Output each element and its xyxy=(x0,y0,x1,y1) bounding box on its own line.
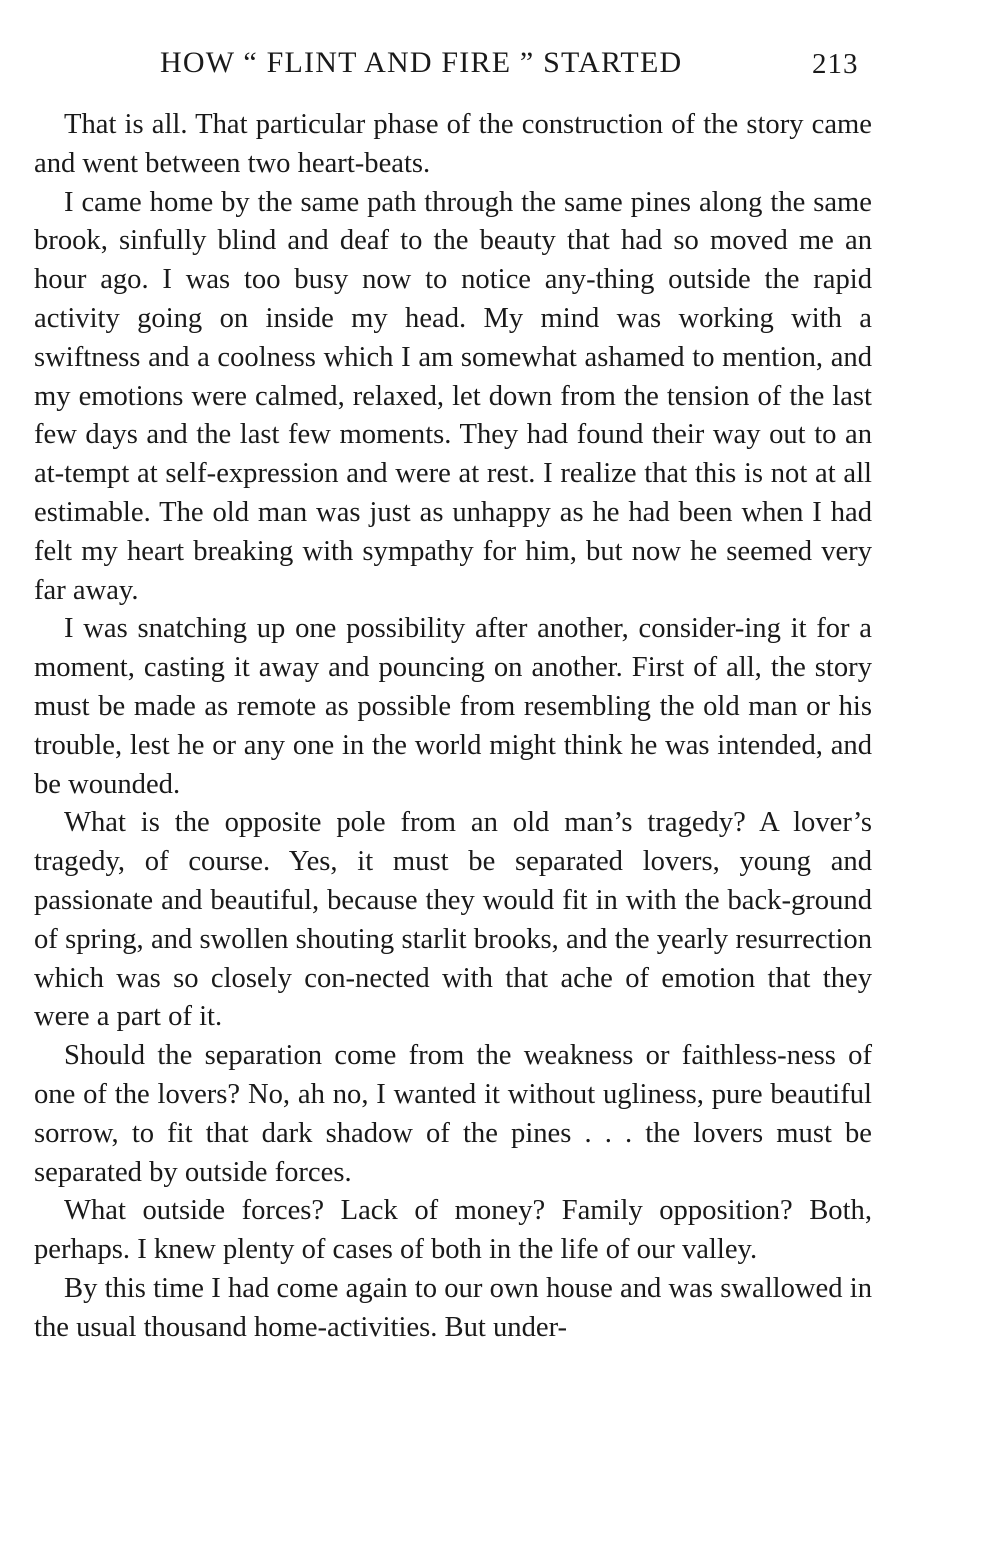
page-header xyxy=(0,46,1000,90)
paragraph: Should the separation come from the weakness or faithless-ness of one of the lovers? No, ah no, I wanted it without ugliness, pure beautiful sorrow, to fit that dark shadow of the pines . . . the lovers must be separated by outside forces. xyxy=(34,1040,872,1188)
paragraph: I came home by the same path through the same pines along the same brook, sinfully blind and deaf to the beauty that had so moved me an hour ago. I was too busy now to notice any-thing outside the rapid activity going on inside my head. My mind was working with a swiftness and a coolness which I am somewhat ashamed to mention, and my emotions were calmed, relaxed, let down from the tension of the last few days and the last few moments. They had found their way out to an at-tempt at self-expression and were at rest. I realize that this is not at all estimable. The old man was just as unhappy as he had been when I had felt my heart breaking with sympathy for him, but now he seemed very far away. xyxy=(34,186,872,606)
paragraph: By this time I had come again to our own house and was swallowed in the usual thousand home-activities. But under- xyxy=(34,1272,872,1343)
paragraph: What is the opposite pole from an old man’s tragedy? A lover’s tragedy, of course. Yes, it must be separated lovers, young and passionate and beautiful, because they would fit in with the back-ground of spring, and swollen shouting starlit brooks, and the yearly resurrection which was so closely con-nected with that ache of emotion that they were a part of it. xyxy=(34,807,872,1033)
paragraph: I was snatching up one possibility after another, consider-ing it for a moment, casting it away and pouncing on another. First of all, the story must be made as remote as possible from resembling the old man or his trouble, lest he or any one in the world might think he was intended, and be wounded. xyxy=(34,613,872,800)
body-text xyxy=(34,106,872,1348)
page-number: 213 xyxy=(812,48,859,80)
paragraph: What outside forces? Lack of money? Family opposition? Both, perhaps. I knew plenty of cases of both in the life of our valley. xyxy=(34,1195,872,1266)
running-title: HOW “ FLINT AND FIRE ” STARTED xyxy=(160,46,683,79)
paragraph: That is all. That particular phase of the construction of the story came and went between two heart-beats. xyxy=(34,109,872,179)
